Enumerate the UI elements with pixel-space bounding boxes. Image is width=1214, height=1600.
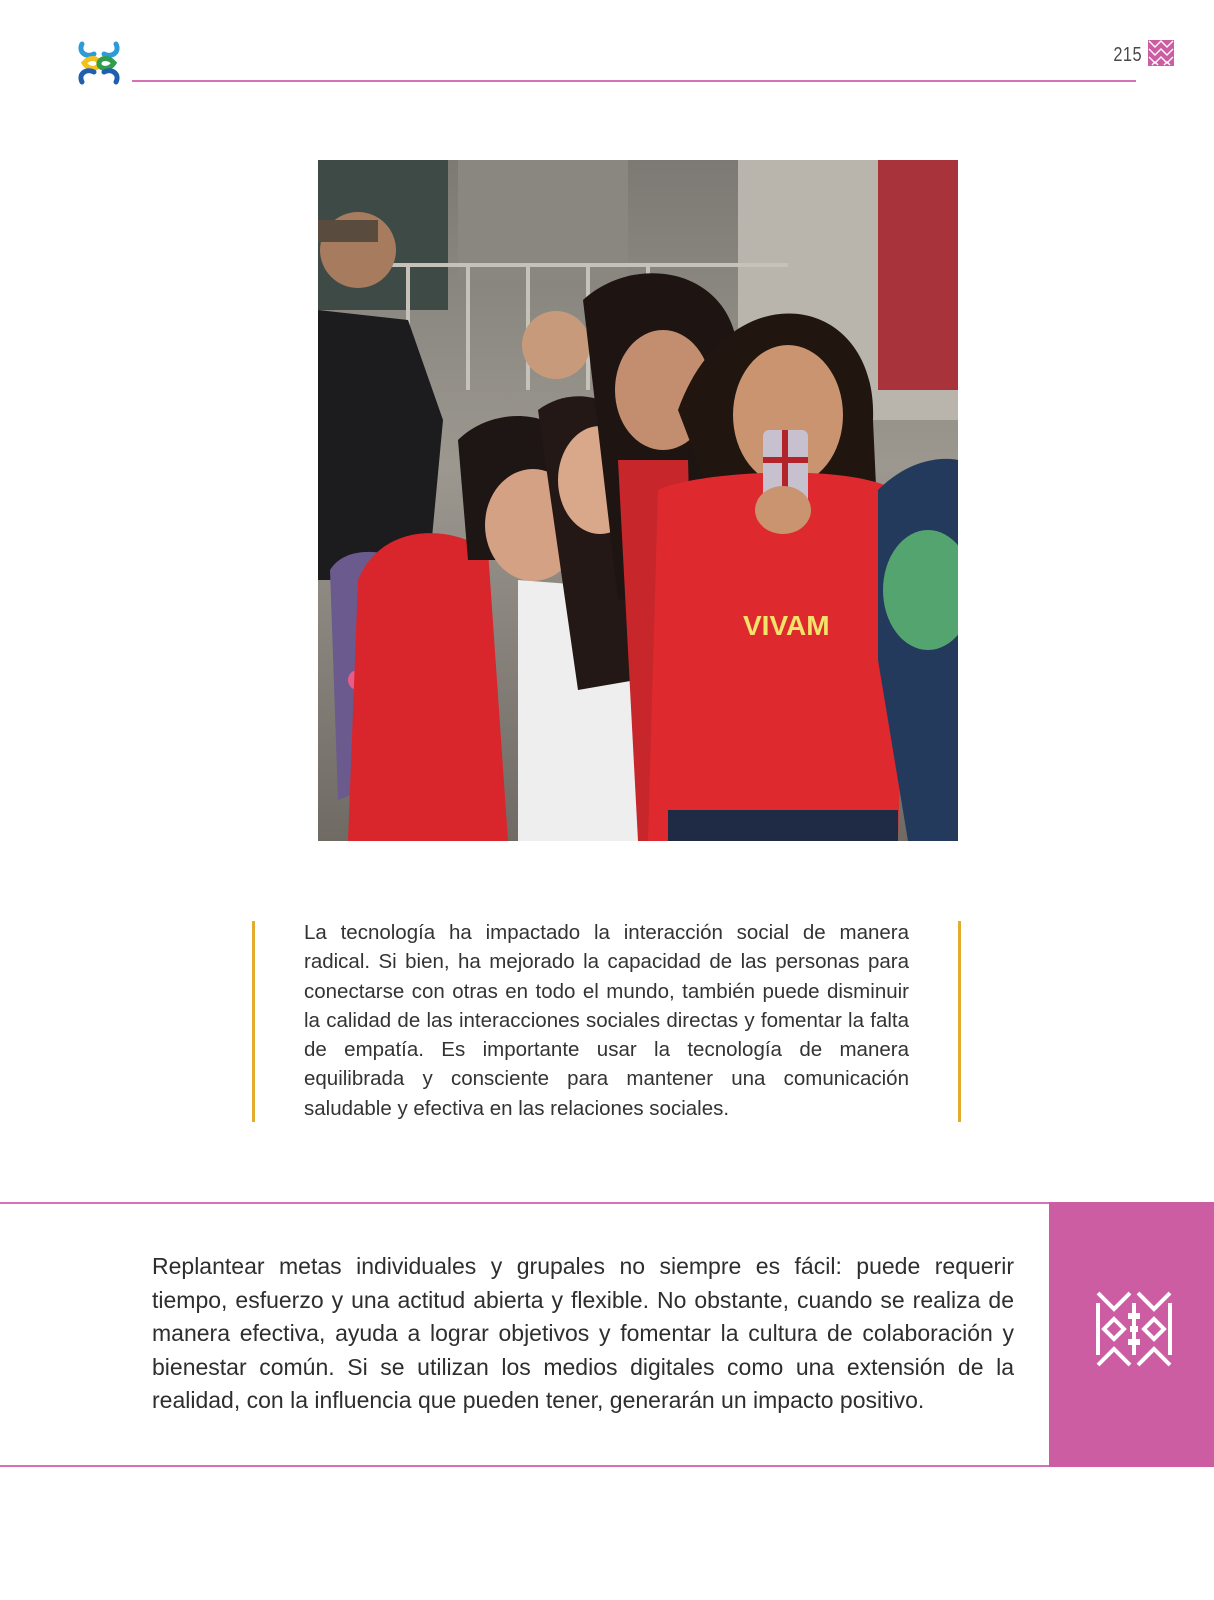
textile-pattern-icon	[1094, 1289, 1174, 1369]
page-number: 215	[1113, 44, 1142, 66]
svg-text:VIVAM: VIVAM	[743, 610, 830, 641]
textile-pattern-icon	[1148, 40, 1174, 66]
header-rule	[132, 80, 1136, 82]
reflection-text: Replantear metas individuales y grupales no siempre es fácil: puede requerir tiempo, esfuerzo y una actitud abierta y flexible. No obstante, cuando se realiza de manera efectiva, ayuda a lograr objetivos y fomentar la cultura de colaboración y bienestar común. Si se utilizan los medios digitales como una extensión de la realidad, con la influencia que pueden tener, generarán un impacto positivo.	[152, 1253, 1014, 1414]
group-selfie-photo	[318, 160, 958, 841]
caption-left-bar	[252, 921, 255, 1122]
box-bottom-rule	[0, 1465, 1214, 1467]
caption-right-bar	[958, 921, 961, 1122]
box-top-rule	[0, 1202, 1214, 1204]
interlocking-circles-logo-icon	[76, 40, 122, 86]
photo-caption: La tecnología ha impactado la interacción social de manera radical. Si bien, ha mejorado la capacidad de las personas para conectarse con otras en todo el mundo, también puede disminuir la calidad de las interacciones sociales directas y fomentar la falta de empatía. Es importante usar la tecnología de manera equilibrada y consciente para mantener una comunicación saludable y efectiva en las relaciones sociales.	[304, 921, 909, 1120]
